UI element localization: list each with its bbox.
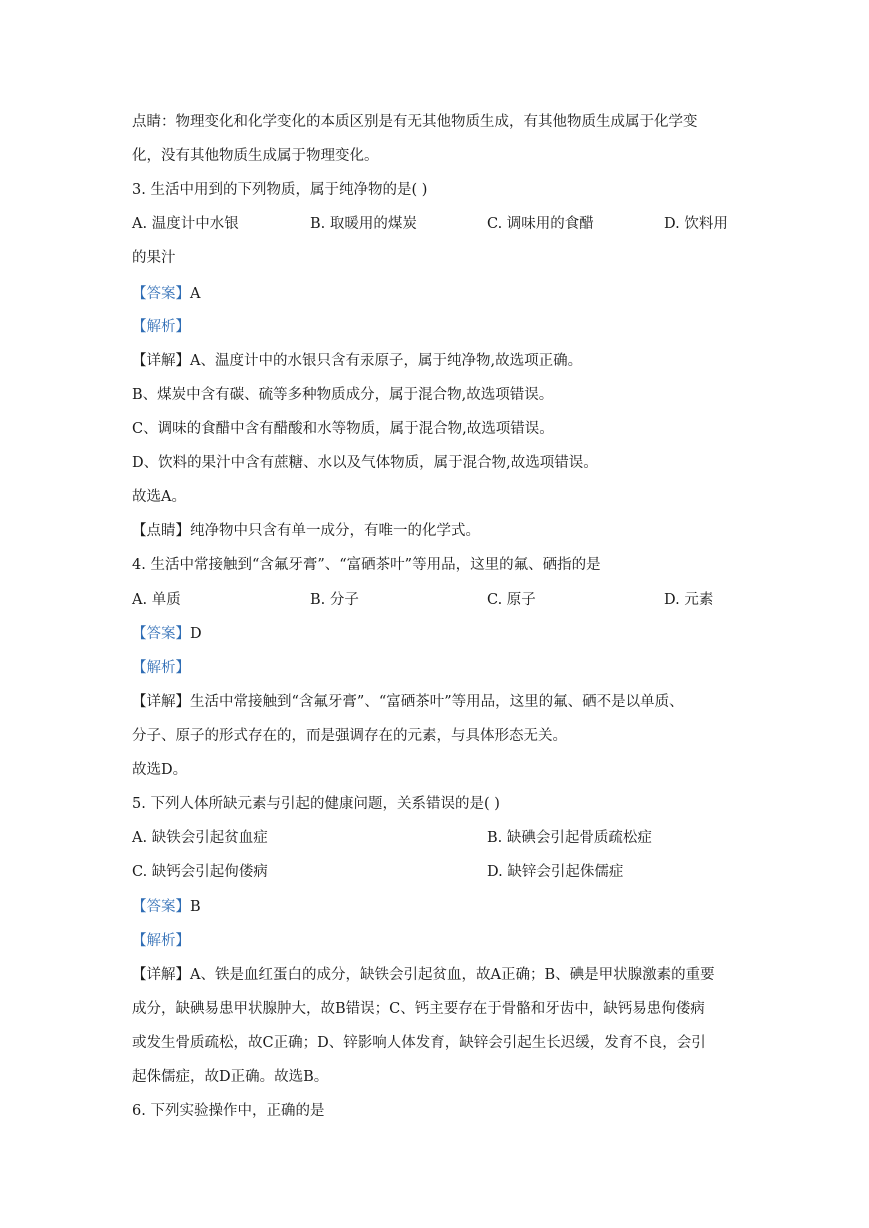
q4-detail-line: 【详解】生活中常接触到“含氟牙膏”、“富硒茶叶”等用品，这里的氟、硒不是以单质、: [132, 694, 684, 710]
q3-detail-line: B、煤炭中含有碳、硫等多种物质成分，属于混合物,故选项错误。: [132, 387, 554, 403]
q5-answer: [132, 897, 740, 917]
answer-value: D: [190, 626, 202, 642]
q4-option-b: B. 分子: [310, 592, 359, 608]
comment-line: 点睛：物理变化和化学变化的本质区别是有无其他物质生成，有其他物质生成属于化学变: [132, 114, 698, 130]
q5-option-c: C. 缺钙会引起佝偻病: [132, 864, 268, 880]
question-5-stem: 5. 下列人体所缺元素与引起的健康问题，关系错误的是( ): [132, 796, 500, 812]
q4-option-d: D. 元素: [664, 592, 714, 608]
answer-value: B: [190, 899, 201, 915]
q5-detail-line: 起侏儒症，故D正确。故选B。: [132, 1069, 329, 1085]
q4-option-a: A. 单质: [132, 592, 181, 608]
q3-detail-line: D、饮料的果汁中含有蔗糖、水以及气体物质，属于混合物,故选项错误。: [132, 455, 598, 471]
q3-option-b: B. 取暖用的煤炭: [310, 216, 417, 232]
q3-analysis-tag: 【解析】: [132, 319, 190, 335]
q5-detail-line: 成分，缺碘易患甲状腺肿大，故B错误；C、钙主要存在于骨骼和牙齿中，缺钙易患佝偻病: [132, 1001, 705, 1017]
q3-option-d-wrap: 的果汁: [132, 250, 176, 266]
q5-detail-line: 【详解】A、铁是血红蛋白的成分，缺铁会引起贫血，故A正确；B、碘是甲状腺激素的重要: [132, 967, 715, 983]
comment-line: 化，没有其他物质生成属于物理变化。: [132, 148, 379, 164]
q3-detail-line: 故选A。: [132, 489, 186, 505]
answer-tag: 【答案】: [132, 286, 190, 302]
q4-option-c: C. 原子: [487, 592, 536, 608]
question-6-stem: 6. 下列实验操作中，正确的是: [132, 1103, 325, 1119]
q3-answer: [132, 284, 740, 304]
q3-detail-line: 【详解】A、温度计中的水银只含有汞原子，属于纯净物,故选项正确。: [132, 353, 583, 369]
answer-tag: 【答案】: [132, 626, 190, 642]
q4-detail-line: 分子、原子的形式存在的，而是强调存在的元素，与具体形态无关。: [132, 728, 567, 744]
answer-tag: 【答案】: [132, 899, 190, 915]
q5-detail-line: 或发生骨质疏松，故C正确；D、锌影响人体发育，缺锌会引起生长迟缓，发育不良，会引: [132, 1035, 706, 1051]
q4-analysis-tag: 【解析】: [132, 660, 190, 676]
q4-answer: [132, 624, 740, 644]
q3-option-c: C. 调味用的食醋: [487, 216, 594, 232]
answer-value: A: [190, 286, 201, 302]
q3-option-a: A. 温度计中水银: [132, 216, 239, 232]
question-4-stem: 4. 生活中常接触到“含氟牙膏”、“富硒茶叶”等用品，这里的氟、硒指的是: [132, 557, 601, 573]
q3-option-d: D. 饮料用: [664, 216, 728, 232]
q5-option-a: A. 缺铁会引起贫血症: [132, 830, 268, 846]
q5-option-b: B. 缺碘会引起骨质疏松症: [487, 830, 652, 846]
q5-analysis-tag: 【解析】: [132, 933, 190, 949]
q4-detail-line: 故选D。: [132, 762, 188, 778]
q5-option-d: D. 缺锌会引起侏儒症: [487, 864, 624, 880]
q3-comment: 【点睛】纯净物中只含有单一成分，有唯一的化学式。: [132, 523, 480, 539]
q3-detail-line: C、调味的食醋中含有醋酸和水等物质，属于混合物,故选项错误。: [132, 421, 554, 437]
question-3-stem: 3. 生活中用到的下列物质，属于纯净物的是( ): [132, 182, 428, 198]
